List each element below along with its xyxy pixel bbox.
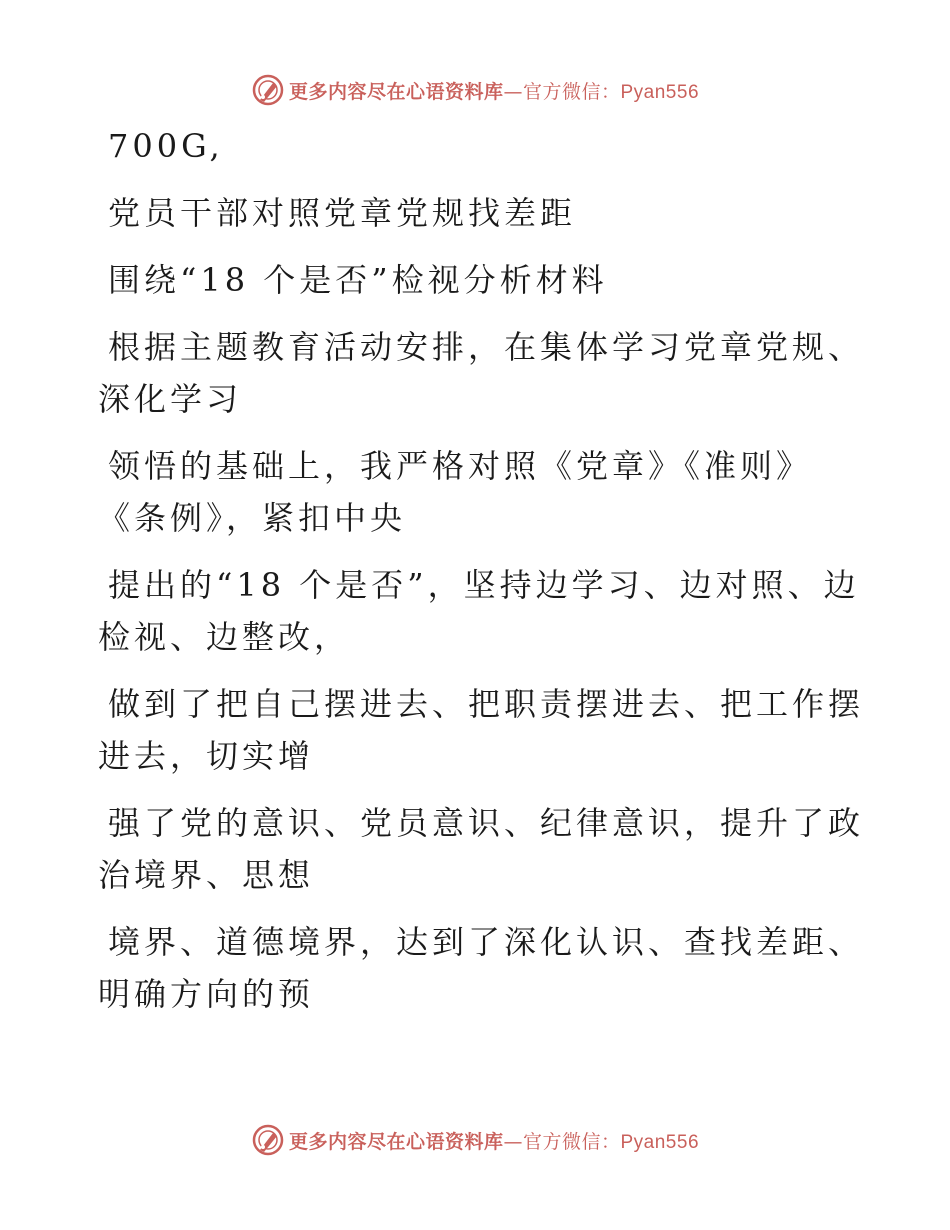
paragraph-line: 明确方向的预 (98, 975, 315, 1013)
paragraph (98, 254, 868, 306)
watermark-wechat-label: 官方微信： (522, 1130, 621, 1153)
paragraph-line: 领悟的基础上，我严格对照《党章》《准则》 (108, 447, 813, 485)
paragraph (98, 120, 868, 172)
watermark-wechat-label: 官方微信： (522, 80, 621, 103)
paragraph-line: 进去，切实增 (98, 737, 315, 775)
paragraph-line: 根据主题教育活动安排，在集体学习党章党规、 (108, 328, 865, 366)
watermark-dash: — (503, 1130, 523, 1153)
paragraph-line: 党员干部对照党章党规找差距 (108, 194, 577, 232)
paragraph (98, 321, 868, 425)
paragraph-line: 治境界、思想 (98, 856, 315, 894)
watermark-wechat-id: Pyan556 (620, 1131, 700, 1153)
paragraph-line: 提出的“18 个是否”，坚持边学习、边对照、边 (108, 566, 860, 604)
paragraph-line: 700G, (108, 127, 224, 165)
paragraph-line: 强了党的意识、党员意识、纪律意识，提升了政 (108, 804, 865, 842)
paragraph (98, 187, 868, 239)
paragraph (98, 797, 868, 901)
footer-watermark (0, 1120, 950, 1160)
header-watermark (0, 70, 950, 110)
paragraph-line: 做到了把自己摆进去、把职责摆进去、把工作摆 (108, 685, 865, 723)
paragraph-line: 境界、道德境界，达到了深化认识、查找差距、 (108, 923, 865, 961)
watermark-main-text: 更多内容尽在心语资料库 (288, 1130, 504, 1153)
paragraph-line: 《条例》，紧扣中央 (98, 499, 407, 537)
watermark-wechat-id: Pyan556 (620, 81, 700, 103)
pen-nib-icon (251, 73, 285, 107)
paragraph-line: 深化学习 (98, 380, 243, 418)
watermark-main-text: 更多内容尽在心语资料库 (288, 80, 504, 103)
watermark-dash: — (503, 80, 523, 103)
paragraph-line: 围绕“18 个是否”检视分析材料 (108, 261, 608, 299)
paragraph (98, 559, 868, 663)
paragraph-line: 检视、边整改， (98, 618, 351, 656)
pen-nib-icon (251, 1123, 285, 1157)
paragraph (98, 440, 868, 544)
paragraph (98, 916, 868, 1020)
document-body (98, 120, 868, 1035)
paragraph (98, 678, 868, 782)
